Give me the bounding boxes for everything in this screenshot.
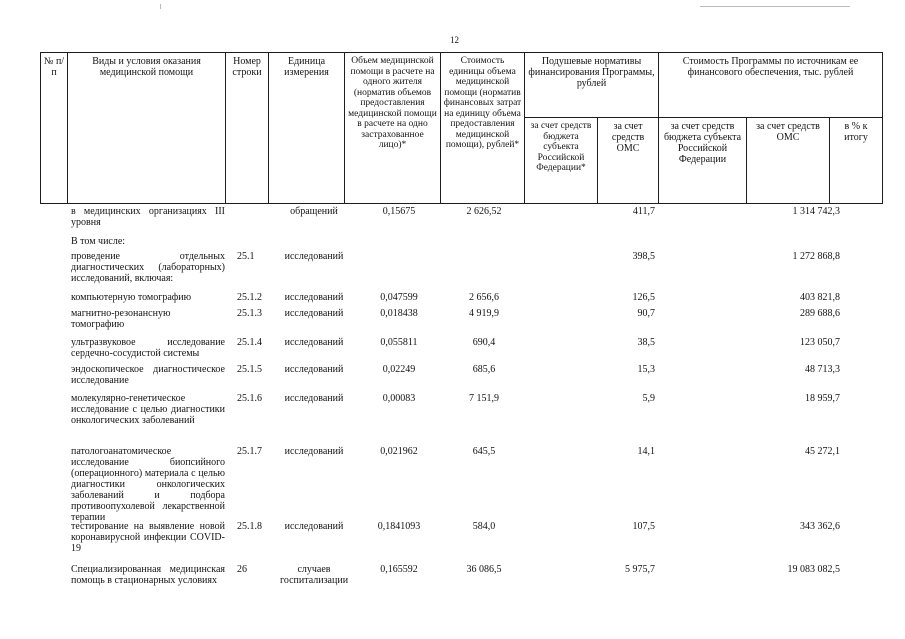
row-cost: 2 626,52 — [466, 206, 502, 217]
header-src-pct: в % к итогу — [830, 118, 883, 204]
row-unit: исследований — [284, 446, 344, 457]
row-pc-oms: 90,7 — [637, 308, 655, 319]
row-cost: 7 151,9 — [469, 393, 499, 404]
row-cost: 4 919,9 — [469, 308, 499, 319]
page-number: 12 — [450, 35, 459, 45]
row-src-oms: 343 362,6 — [800, 521, 840, 532]
row-line: 26 — [237, 564, 247, 575]
row-pc-oms: 5 975,7 — [625, 564, 655, 575]
row-unit: исследований — [284, 251, 344, 262]
header-sources-group: Стоимость Программы по источникам ее финансового обеспечения, тыс. рублей — [659, 53, 883, 118]
row-volume: 0,055811 — [380, 337, 418, 348]
row-cost: 36 086,5 — [466, 564, 502, 575]
row-cost: 685,6 — [472, 364, 496, 375]
row-name: эндоскопическое диагностическое исследование — [71, 364, 225, 386]
row-unit: исследований — [284, 393, 344, 404]
row-unit: исследований — [284, 521, 344, 532]
row-unit: исследований — [284, 337, 344, 348]
row-volume: 0,165592 — [380, 564, 418, 575]
row-volume: 0,00083 — [382, 393, 416, 404]
row-src-oms: 1 314 742,3 — [792, 206, 840, 217]
row-cost: 584,0 — [472, 521, 496, 532]
row-name: компьютерную томографию — [71, 292, 192, 303]
header-pc-oms: за счет средств ОМС — [598, 118, 659, 204]
row-name: В том числе: — [71, 236, 126, 247]
row-line: 25.1 — [237, 251, 255, 262]
header-volume: Объем медицинской помощи в расчете на одного жителя (норматив объемов предоставления медицинской помощи в расчете на одно застрахованное лицо)* — [345, 53, 441, 204]
row-src-oms: 19 083 082,5 — [787, 564, 840, 575]
row-line: 25.1.7 — [237, 446, 262, 457]
row-name: ультразвуковое исследование сердечно-сосудистой системы — [71, 337, 225, 359]
row-pc-oms: 15,3 — [637, 364, 655, 375]
row-cost: 645,5 — [472, 446, 496, 457]
row-pc-oms: 398,5 — [632, 251, 655, 262]
row-name: молекулярно-генетическое исследование с целью диагностики онкологических заболеваний — [71, 393, 225, 426]
row-cost: 690,4 — [472, 337, 496, 348]
row-volume: 0,02249 — [382, 364, 416, 375]
scan-mark — [700, 6, 850, 7]
row-src-oms: 123 050,7 — [800, 337, 840, 348]
row-unit: обращений — [290, 206, 338, 217]
row-pc-oms: 126,5 — [632, 292, 655, 303]
header-pc-budget: за счет средств бюджета субъекта Российской Федерации* — [525, 118, 598, 204]
row-src-oms: 18 959,7 — [805, 393, 840, 404]
row-volume: 0,15675 — [382, 206, 416, 217]
row-volume: 0,1841093 — [377, 521, 421, 532]
header-unit: Единица измерения — [269, 53, 345, 204]
row-volume: 0,047599 — [380, 292, 418, 303]
row-src-oms: 289 688,6 — [800, 308, 840, 319]
scan-mark — [160, 4, 161, 9]
row-line: 25.1.2 — [237, 292, 262, 303]
row-pc-oms: 14,1 — [637, 446, 655, 457]
row-name: тестирование на выявление новой коронавирусной инфекции COVID-19 — [71, 521, 225, 554]
row-unit: случаев госпитализации — [280, 564, 349, 586]
row-line: 25.1.4 — [237, 337, 262, 348]
row-pc-oms: 107,5 — [632, 521, 655, 532]
row-name: в медицинских организациях III уровня — [71, 206, 225, 228]
header-cost: Стоимость единицы объема медицинской помощи (норматив финансовых затрат на единицу объема предоставления медицинской помощи), рублей* — [441, 53, 525, 204]
header-types: Виды и условия оказания медицинской помощи — [68, 53, 226, 204]
row-cost: 2 656,6 — [469, 292, 499, 303]
row-volume: 0,021962 — [380, 446, 418, 457]
row-name: Специализированная медицинская помощь в стационарных условиях — [71, 564, 225, 586]
row-name: проведение отдельных диагностических (лабораторных) исследований, включая: — [71, 251, 225, 284]
header-percapita-group: Подушевые нормативы финансирования Программы, рублей — [525, 53, 659, 118]
row-name: магнитно-резонансную томографию — [71, 308, 171, 330]
row-pc-oms: 411,7 — [632, 206, 655, 217]
row-pc-oms: 5,9 — [642, 393, 655, 404]
row-name: патологоанатомическое исследование биопсийного (операционного) материала с целью диагностики онкологических заболеваний и подбора противоопухолевой лекарственной терапии — [71, 446, 225, 523]
row-line: 25.1.6 — [237, 393, 262, 404]
row-unit: исследований — [284, 364, 344, 375]
header-src-budget: за счет средств бюджета субъекта Российской Федерации — [659, 118, 747, 204]
row-src-oms: 48 713,3 — [805, 364, 840, 375]
row-line: 25.1.5 — [237, 364, 262, 375]
row-src-oms: 45 272,1 — [805, 446, 840, 457]
table-header — [40, 52, 883, 204]
row-line: 25.1.3 — [237, 308, 262, 319]
row-pc-oms: 38,5 — [637, 337, 655, 348]
header-line: Номер строки — [226, 53, 269, 204]
row-unit: исследований — [284, 308, 344, 319]
header-num: № п/п — [41, 53, 68, 204]
row-src-oms: 403 821,8 — [800, 292, 840, 303]
row-line: 25.1.8 — [237, 521, 262, 532]
header-src-oms: за счет средств ОМС — [747, 118, 830, 204]
row-src-oms: 1 272 868,8 — [792, 251, 840, 262]
row-volume: 0,018438 — [380, 308, 418, 319]
row-unit: исследований — [284, 292, 344, 303]
